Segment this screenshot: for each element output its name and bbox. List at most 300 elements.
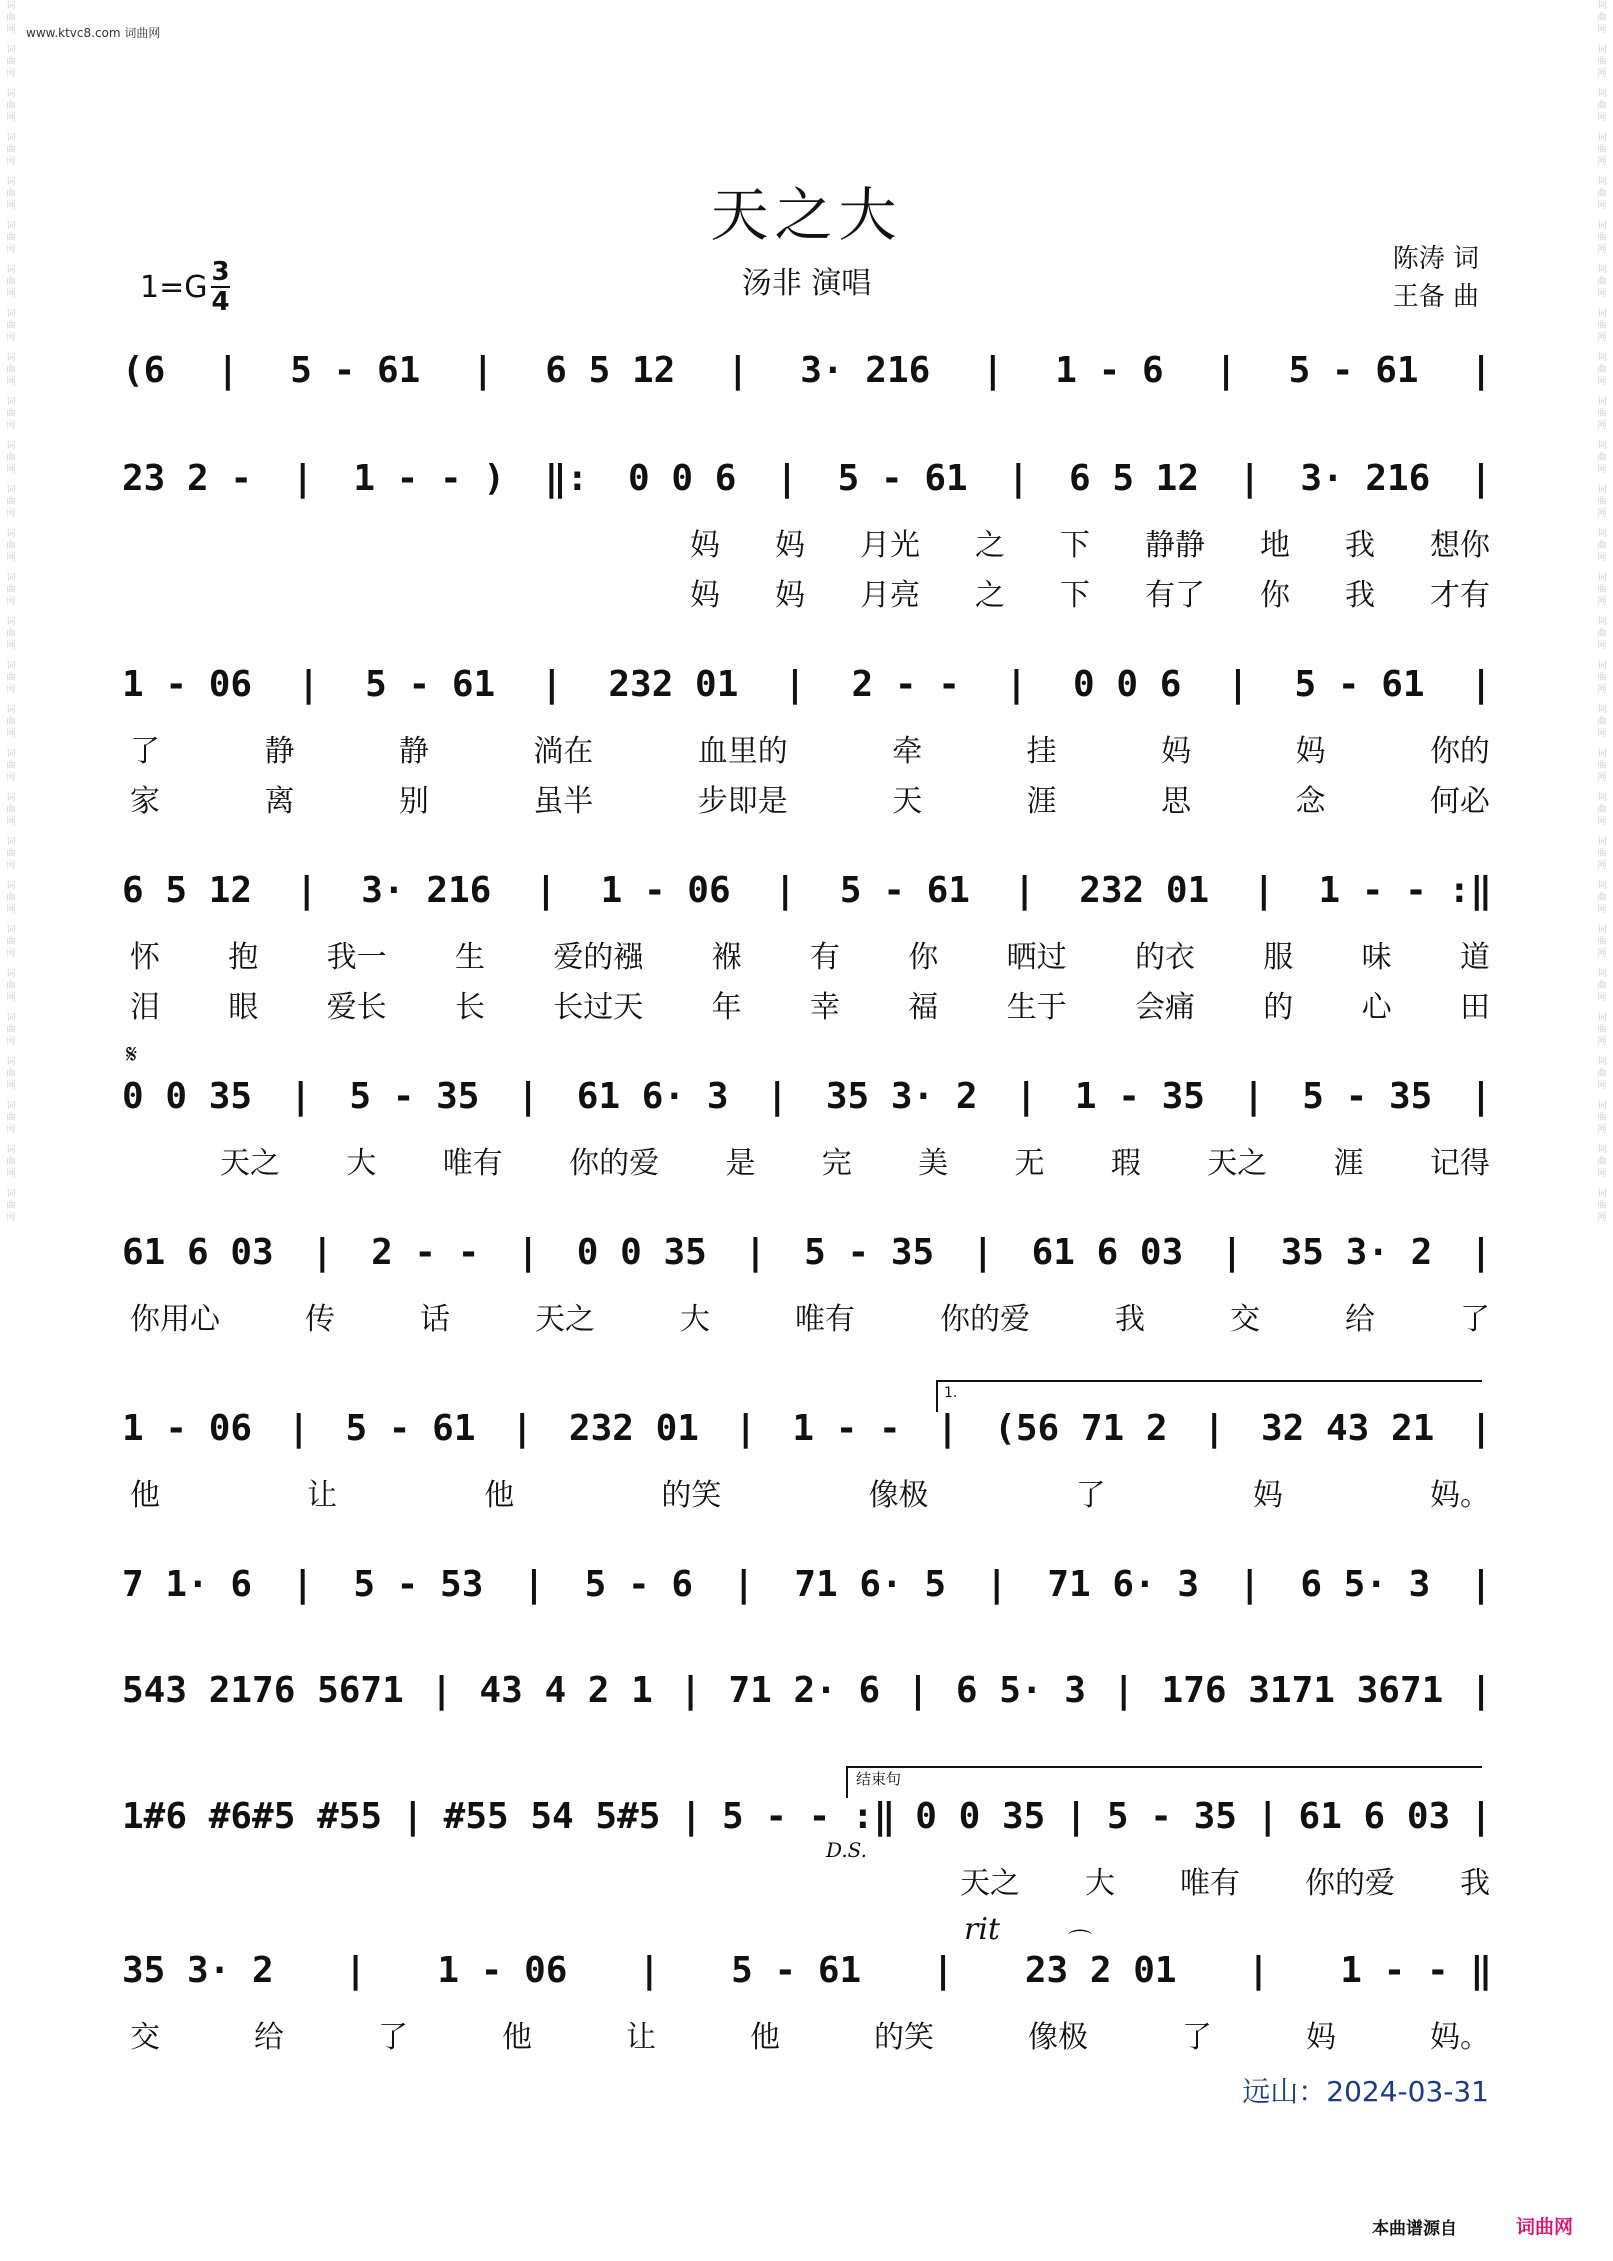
lyric-word: 月光 — [860, 528, 920, 563]
watermark-glyph: 词 曲 网 — [1597, 133, 1607, 167]
measure: 7 1· 6 — [122, 1563, 253, 1605]
watermark-glyph: 词 曲 网 — [6, 529, 16, 563]
lyric-row — [130, 1294, 1490, 1338]
barline: | — [1112, 1669, 1135, 1711]
measure: 1 - 35 — [1074, 1075, 1205, 1117]
barline: | — [932, 1949, 954, 1991]
measure: 35 3· 2 — [825, 1075, 978, 1117]
lyric-row — [130, 2012, 1490, 2056]
lyric-word: 眼 — [228, 990, 259, 1025]
measure: 5 - 61 — [290, 349, 421, 391]
watermark-glyph: 词 曲 网 — [6, 793, 16, 827]
lyric-word: 天之 — [960, 1866, 1020, 1901]
measure: 32 43 21 — [1260, 1407, 1435, 1449]
lyric-word: 让 — [626, 2020, 656, 2055]
measure: 2 - - — [851, 663, 960, 705]
measure: 1 - - — [792, 1407, 901, 1449]
barline: | — [985, 1563, 1008, 1605]
lyric-word: 想你 — [1430, 528, 1490, 563]
barline: | — [291, 1563, 314, 1605]
barline: | — [523, 1563, 545, 1605]
watermark-glyph: 词 曲 网 — [1597, 485, 1607, 519]
watermark-glyph: 词 曲 网 — [1597, 705, 1607, 739]
watermark-glyph: 词 曲 网 — [6, 573, 16, 607]
lyric-word: 之 — [975, 578, 1005, 613]
lyric-word: 淌在 — [533, 734, 594, 769]
watermark-glyph: 词 曲 网 — [1597, 573, 1607, 607]
watermark-glyph: 词 曲 网 — [6, 221, 16, 255]
notation-row — [122, 1940, 1492, 2000]
measure: 0 0 6 — [628, 457, 737, 499]
lyric-word: 涯 — [1333, 1146, 1364, 1181]
measure: 5 - - :‖ — [721, 1795, 896, 1837]
lyric-word: 交 — [130, 2020, 160, 2055]
notation-row — [122, 1222, 1492, 1282]
site-header[interactable]: www.ktvc8.com 词曲网 — [26, 26, 161, 40]
measure: #55 54 5#5 — [443, 1795, 661, 1837]
lyric-word: 他 — [484, 1478, 515, 1513]
watermark-glyph: 词 曲 网 — [6, 705, 16, 739]
lyric-row — [130, 1138, 1490, 1182]
lyric-row — [130, 1858, 1490, 1902]
measure: 2 - - — [371, 1231, 480, 1273]
barline: | — [1470, 663, 1492, 705]
measure: 232 01 — [1079, 869, 1210, 911]
volta-bracket: 1. — [936, 1380, 1482, 1412]
measure: 5 - 61 — [837, 457, 968, 499]
barline: | — [638, 1949, 661, 1991]
lyric-word: 长过天 — [553, 990, 644, 1025]
ds-mark: D.S. — [826, 1838, 868, 1862]
barline: | — [907, 1669, 929, 1711]
barline: | — [517, 1075, 539, 1117]
singer: 汤非 演唱 — [741, 266, 872, 301]
measure: 61 6· 3 — [576, 1075, 729, 1117]
lyric-word: 大 — [1085, 1866, 1115, 1901]
barline: | — [1470, 1795, 1492, 1837]
lyric-word: 下 — [1060, 578, 1090, 613]
barline: | — [1247, 1949, 1270, 1991]
measure: 5 - 61 — [731, 1949, 862, 1991]
lyric-word: 他 — [502, 2020, 532, 2055]
watermark-glyph: 词 曲 网 — [6, 661, 16, 695]
time-bottom: 4 — [211, 287, 230, 317]
barline: ‖: — [544, 457, 589, 499]
source-logo[interactable]: 词曲网 — [1516, 2216, 1574, 2238]
lyric-row — [130, 570, 1490, 614]
measure: 0 0 35 — [122, 1075, 253, 1117]
lyric-word: 你的爱 — [940, 1302, 1030, 1337]
lyric-word: 话 — [420, 1302, 450, 1337]
lyric-word: 瑕 — [1110, 1146, 1141, 1181]
watermark-glyph: 词 曲 网 — [1597, 265, 1607, 299]
barline: | — [1013, 869, 1036, 911]
barline: | — [1242, 1075, 1265, 1117]
lyric-word: 唯有 — [795, 1302, 855, 1337]
lyric-word: 怀 — [130, 940, 160, 975]
lyric-word: 他 — [130, 1478, 160, 1513]
measure: 5 - 6 — [584, 1563, 694, 1605]
barline: | — [289, 1075, 312, 1117]
lyric-word: 妈 — [1252, 1478, 1283, 1513]
barline: | — [936, 1407, 959, 1449]
measure: 0 0 35 — [576, 1231, 707, 1273]
lyric-word: 他 — [750, 2020, 780, 2055]
measure: 1 - 06 — [600, 869, 731, 911]
watermark-glyph: 词 曲 网 — [6, 1145, 16, 1179]
watermark-glyph: 词 曲 网 — [6, 749, 16, 783]
measure: 6 5· 3 — [955, 1669, 1086, 1711]
lyric-word: 了 — [130, 734, 160, 769]
lyric-word: 给 — [1345, 1302, 1375, 1337]
lyricist: 陈涛 词 — [1392, 244, 1479, 274]
lyric-word: 妈 — [1306, 2020, 1336, 2055]
watermark-glyph: 词 曲 网 — [1597, 881, 1607, 915]
measure: 3· 216 — [800, 349, 931, 391]
watermark-glyph: 词 曲 网 — [1597, 661, 1607, 695]
measure: 6 5 12 — [1068, 457, 1200, 499]
watermark-glyph: 词 曲 网 — [1597, 1145, 1607, 1179]
left-watermark-strip — [4, 0, 18, 2261]
notation-row — [122, 340, 1492, 400]
lyric-word: 唯有 — [1180, 1866, 1240, 1901]
barline: | — [1238, 457, 1261, 499]
measure: 5 - 61 — [365, 663, 496, 705]
lyric-word: 田 — [1459, 990, 1490, 1025]
barline: | — [1470, 1563, 1492, 1605]
measure: 35 3· 2 — [1280, 1231, 1433, 1273]
key-label: 1=G — [140, 269, 208, 305]
lyric-word: 长 — [454, 990, 485, 1025]
lyric-row — [130, 520, 1490, 564]
lyric-word: 妈。 — [1430, 2020, 1490, 2055]
lyric-word: 心 — [1361, 990, 1392, 1025]
barline: | — [402, 1795, 424, 1837]
barline: | — [1238, 1563, 1261, 1605]
lyric-word: 妈 — [775, 578, 805, 613]
watermark-glyph: 词 曲 网 — [6, 45, 16, 79]
barline: | — [981, 349, 1004, 391]
barline: | — [734, 1407, 757, 1449]
measure: 71 6· 5 — [794, 1563, 947, 1605]
measure: 43 4 2 1 — [479, 1669, 653, 1711]
barline: | — [297, 663, 320, 705]
barline: | — [295, 869, 318, 911]
barline: | — [776, 457, 798, 499]
notation-row — [122, 654, 1492, 714]
lyric-word: 何必 — [1429, 784, 1490, 819]
lyric-word: 爱长 — [326, 990, 387, 1025]
lyric-word: 天之 — [220, 1146, 280, 1181]
lyric-word: 爱的襁 — [553, 940, 644, 975]
barline: | — [216, 349, 239, 391]
watermark-glyph: 词 曲 网 — [1597, 837, 1607, 871]
lyric-row — [130, 726, 1490, 770]
watermark-glyph: 词 曲 网 — [1597, 45, 1607, 79]
measure: 1 - - ‖ — [1340, 1949, 1492, 1991]
lyric-word: 下 — [1060, 528, 1090, 563]
lyric-row — [130, 1470, 1490, 1514]
measure: 0 0 6 — [1073, 663, 1182, 705]
measure: 5 - 35 — [1302, 1075, 1433, 1117]
lyric-word: 像极 — [868, 1478, 929, 1513]
lyric-word: 你 — [908, 940, 939, 975]
fermata-mark: ⌒ — [1068, 1928, 1092, 1956]
signature: 远山：2024-03-31 — [1242, 2075, 1489, 2108]
lyric-row — [130, 932, 1490, 976]
lyric-word: 唯有 — [442, 1146, 503, 1181]
lyric-word: 你 — [1260, 578, 1290, 613]
watermark-glyph: 词 曲 网 — [6, 485, 16, 519]
ending-bracket: 结束句 — [846, 1766, 1482, 1798]
measure: 543 2176 5671 — [122, 1669, 404, 1711]
watermark-glyph: 词 曲 网 — [1597, 353, 1607, 387]
right-watermark-strip — [1595, 0, 1609, 2261]
measure: 1#6 #6#5 #55 — [122, 1795, 383, 1837]
lyric-word: 静静 — [1145, 528, 1205, 563]
notation-row — [122, 1660, 1492, 1720]
watermark-glyph: 词 曲 网 — [6, 969, 16, 1003]
watermark-glyph: 词 曲 网 — [1597, 749, 1607, 783]
measure: 5 - 53 — [353, 1563, 484, 1605]
lyric-word: 记得 — [1429, 1146, 1490, 1181]
measure: 0 0 35 — [915, 1795, 1046, 1837]
lyric-word: 妈 — [775, 528, 805, 563]
lyric-word: 天之 — [1207, 1146, 1268, 1181]
lyric-word: 天之 — [535, 1302, 595, 1337]
measure: 61 6 03 — [1031, 1231, 1184, 1273]
lyric-word: 涯 — [1026, 784, 1057, 819]
measure: 5 - 35 — [1106, 1795, 1237, 1837]
measure: 5 - 61 — [1288, 349, 1419, 391]
measure: 5 - 35 — [349, 1075, 480, 1117]
measure: 1 - - ) — [353, 457, 506, 499]
barline: | — [540, 663, 563, 705]
watermark-glyph: 词 曲 网 — [6, 837, 16, 871]
measure: 6 5 12 — [122, 869, 253, 911]
measure: 5 - 61 — [1294, 663, 1425, 705]
measure: 1 - 6 — [1055, 349, 1164, 391]
segno-mark: 𝄋 — [126, 1040, 138, 1070]
lyric-word: 妈 — [1295, 734, 1326, 769]
measure: 23 2 - — [122, 457, 253, 499]
barline: | — [726, 349, 749, 391]
lyric-word: 泪 — [130, 990, 160, 1025]
lyric-word: 你的爱 — [569, 1146, 660, 1181]
watermark-glyph: 词 曲 网 — [6, 617, 16, 651]
barline: | — [1256, 1795, 1279, 1837]
watermark-glyph: 词 曲 网 — [6, 1, 16, 35]
notation-row — [122, 448, 1492, 508]
barline: | — [1470, 457, 1492, 499]
watermark-glyph: 词 曲 网 — [1597, 925, 1607, 959]
barline: | — [1470, 1407, 1492, 1449]
watermark-glyph: 词 曲 网 — [1597, 1189, 1607, 1223]
watermark-glyph: 词 曲 网 — [1597, 969, 1607, 1003]
barline: | — [311, 1231, 334, 1273]
lyric-word: 静 — [264, 734, 295, 769]
barline: | — [430, 1669, 453, 1711]
barline: | — [1470, 1075, 1492, 1117]
barline: | — [1015, 1075, 1038, 1117]
measure: 3· 216 — [361, 869, 492, 911]
lyric-word: 像极 — [1028, 2020, 1088, 2055]
watermark-glyph: 词 曲 网 — [1597, 793, 1607, 827]
watermark-glyph: 词 曲 网 — [1597, 529, 1607, 563]
barline: | — [287, 1407, 310, 1449]
watermark-glyph: 词 曲 网 — [1597, 1101, 1607, 1135]
lyric-word: 给 — [254, 2020, 284, 2055]
lyric-word: 思 — [1161, 784, 1192, 819]
barline: | — [1215, 349, 1237, 391]
barline: | — [511, 1407, 534, 1449]
barline: | — [1470, 1669, 1492, 1711]
barline: | — [784, 663, 806, 705]
lyric-word: 我 — [1345, 528, 1375, 563]
barline: | — [744, 1231, 767, 1273]
lyric-word: 年 — [711, 990, 742, 1025]
lyric-word: 会痛 — [1134, 990, 1195, 1025]
measure: 1 - - :‖ — [1318, 869, 1492, 911]
lyric-word: 的 — [1263, 990, 1294, 1025]
lyric-word: 让 — [307, 1478, 338, 1513]
measure: 3· 216 — [1300, 457, 1431, 499]
barline: | — [774, 869, 797, 911]
lyric-word: 牵 — [892, 734, 923, 769]
lyric-word: 的笑 — [661, 1478, 722, 1513]
lyric-word: 大 — [346, 1146, 377, 1181]
lyric-word: 静 — [398, 734, 429, 769]
measure: 176 3171 3671 — [1161, 1669, 1444, 1711]
lyric-word: 道 — [1459, 940, 1490, 975]
watermark-glyph: 词 曲 网 — [1597, 441, 1607, 475]
lyric-word: 之 — [975, 528, 1005, 563]
lyric-row — [130, 982, 1490, 1026]
lyric-word: 妈 — [1161, 734, 1192, 769]
barline: | — [1203, 1407, 1226, 1449]
measure: 23 2 01 — [1024, 1949, 1177, 1991]
measure: 5 - 35 — [804, 1231, 935, 1273]
lyric-word: 你用心 — [130, 1302, 220, 1337]
lyric-word: 我 — [1345, 578, 1375, 613]
watermark-glyph: 词 曲 网 — [6, 177, 16, 211]
watermark-glyph: 词 曲 网 — [6, 441, 16, 475]
watermark-glyph: 词 曲 网 — [6, 1013, 16, 1047]
measure: 71 2· 6 — [728, 1669, 881, 1711]
watermark-glyph: 词 曲 网 — [6, 133, 16, 167]
barline: | — [291, 457, 314, 499]
measure: 232 01 — [608, 663, 739, 705]
lyric-word: 地 — [1260, 528, 1290, 563]
barline: | — [680, 1795, 703, 1837]
notation-row — [122, 860, 1492, 920]
watermark-glyph: 词 曲 网 — [6, 881, 16, 915]
lyric-word: 离 — [264, 784, 295, 819]
source-note: 本曲谱源自 — [1372, 2219, 1457, 2239]
barline: | — [535, 869, 557, 911]
lyric-word: 了 — [378, 2020, 408, 2055]
lyric-word: 有了 — [1145, 578, 1205, 613]
barline: | — [679, 1669, 702, 1711]
measure: 5 - 61 — [839, 869, 970, 911]
watermark-glyph: 词 曲 网 — [6, 1101, 16, 1135]
lyric-word: 传 — [305, 1302, 335, 1337]
lyric-word: 完 — [821, 1146, 852, 1181]
watermark-glyph: 词 曲 网 — [1597, 309, 1607, 343]
composer: 王备 曲 — [1392, 282, 1479, 312]
watermark-glyph: 词 曲 网 — [6, 1189, 16, 1223]
lyric-word: 无 — [1014, 1146, 1045, 1181]
lyric-word: 了 — [1182, 2020, 1212, 2055]
barline: | — [1253, 869, 1275, 911]
measure: 6 5· 3 — [1300, 1563, 1431, 1605]
watermark-glyph: 词 曲 网 — [1597, 617, 1607, 651]
song-title: 天之大 — [710, 181, 903, 249]
lyric-word: 生 — [454, 940, 485, 975]
lyric-word: 抱 — [228, 940, 259, 975]
lyric-word: 血里的 — [697, 734, 788, 769]
barline: | — [766, 1075, 789, 1117]
lyric-word: 褓 — [711, 940, 742, 975]
lyric-word: 幸 — [809, 990, 840, 1025]
barline: | — [1221, 1231, 1243, 1273]
measure: 6 5 12 — [545, 349, 676, 391]
barline: | — [344, 1949, 367, 1991]
lyric-word: 才有 — [1430, 578, 1490, 613]
lyric-word: 你的爱 — [1305, 1866, 1395, 1901]
lyric-word: 妈 — [690, 528, 720, 563]
watermark-glyph: 词 曲 网 — [6, 1057, 16, 1091]
lyric-word: 大 — [680, 1302, 710, 1337]
barline: | — [1470, 349, 1492, 391]
watermark-glyph: 词 曲 网 — [1597, 1057, 1607, 1091]
watermark-glyph: 词 曲 网 — [6, 397, 16, 431]
watermark-glyph: 词 曲 网 — [1597, 89, 1607, 123]
barline: | — [1470, 1231, 1492, 1273]
notation-row — [122, 1554, 1492, 1614]
lyric-word: 虽半 — [533, 784, 594, 819]
barline: | — [471, 349, 494, 391]
lyric-word: 味 — [1361, 940, 1392, 975]
lyric-word: 服 — [1263, 940, 1294, 975]
measure: (6 — [122, 349, 166, 391]
lyric-word: 了 — [1075, 1478, 1106, 1513]
barline: | — [517, 1231, 539, 1273]
rit-mark: rit — [964, 1912, 1000, 1947]
watermark-glyph: 词 曲 网 — [6, 265, 16, 299]
lyric-word: 交 — [1230, 1302, 1260, 1337]
lyric-word: 月亮 — [860, 578, 920, 613]
measure: 71 6· 3 — [1047, 1563, 1200, 1605]
watermark-glyph: 词 曲 网 — [1597, 397, 1607, 431]
lyric-word: 的衣 — [1134, 940, 1195, 975]
lyric-word: 步即是 — [697, 784, 788, 819]
barline: | — [972, 1231, 994, 1273]
measure: 232 01 — [568, 1407, 699, 1449]
measure: 1 - 06 — [122, 663, 253, 705]
measure: 61 6 03 — [122, 1231, 274, 1273]
watermark-glyph: 词 曲 网 — [1597, 221, 1607, 255]
lyric-word: 我 — [1115, 1302, 1145, 1337]
lyric-word: 晒过 — [1006, 940, 1067, 975]
lyric-word: 我 — [1460, 1866, 1490, 1901]
measure: 35 3· 2 — [122, 1949, 274, 1991]
lyric-word: 妈。 — [1429, 1478, 1490, 1513]
watermark-glyph: 词 曲 网 — [1597, 177, 1607, 211]
watermark-glyph: 词 曲 网 — [1597, 1013, 1607, 1047]
lyric-word: 别 — [398, 784, 429, 819]
lyric-word: 妈 — [690, 578, 720, 613]
